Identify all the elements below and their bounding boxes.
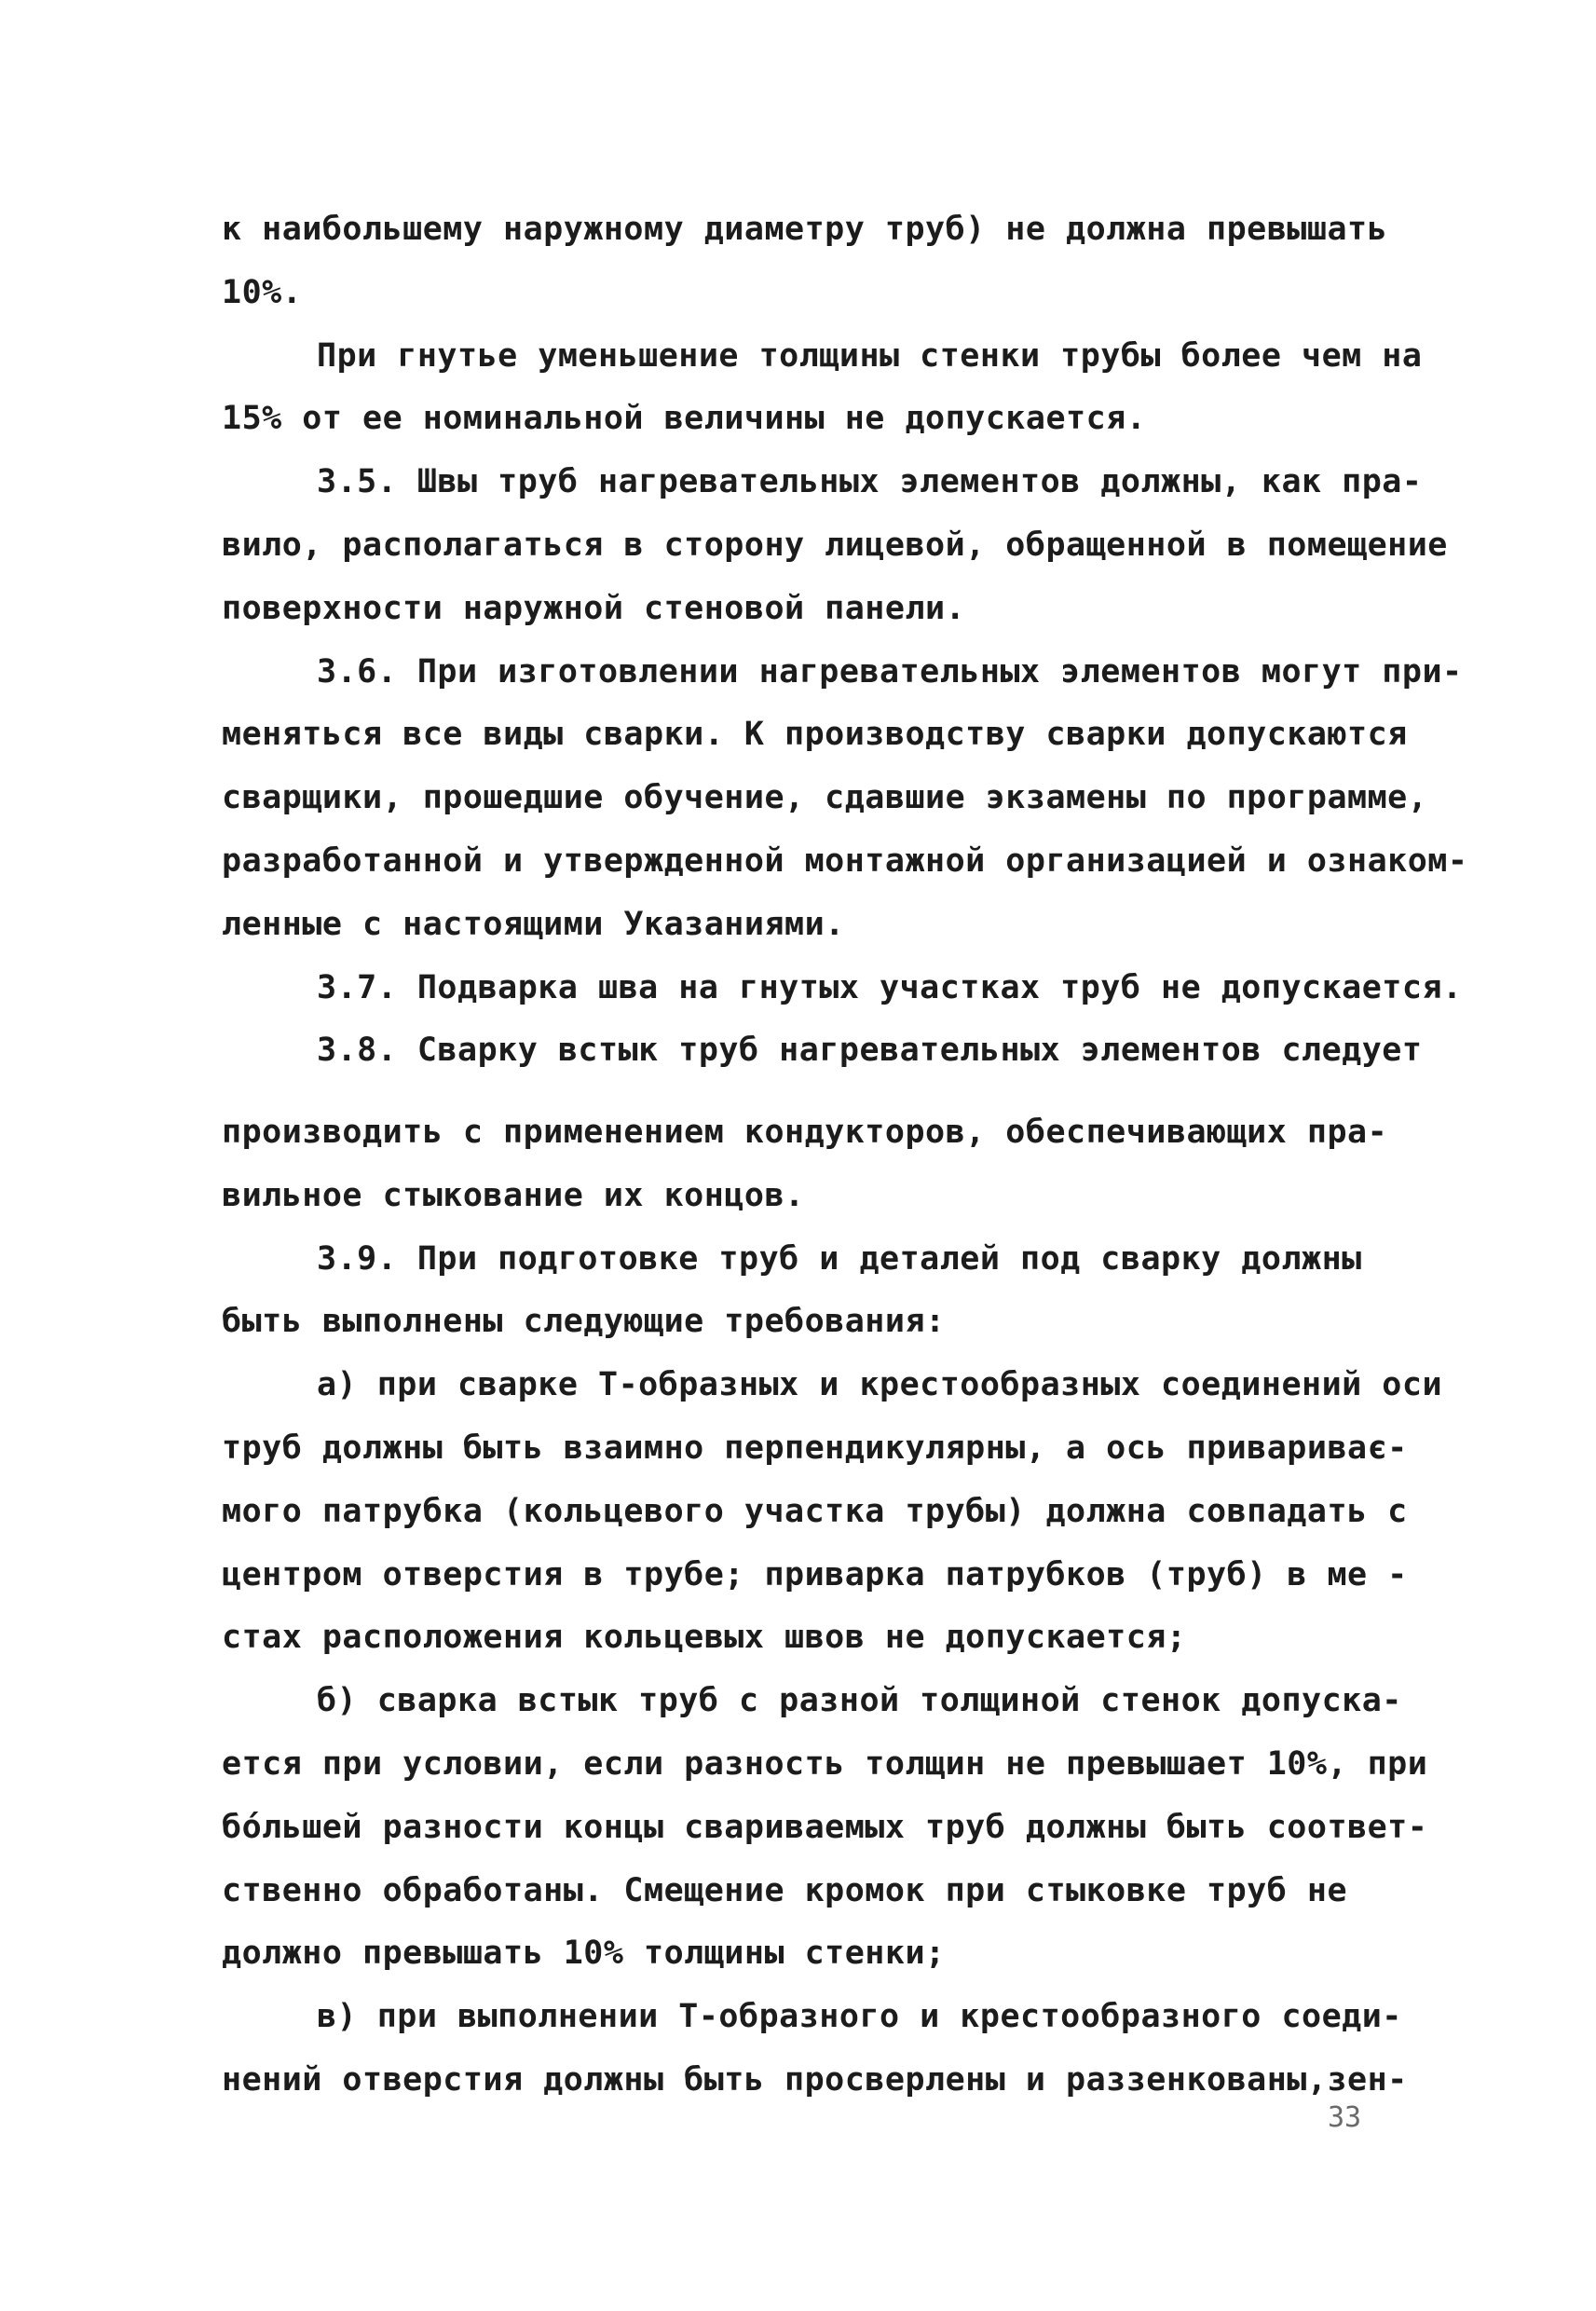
text-line: 3.6. При изготовлении нагревательных элементов могут при- bbox=[317, 653, 1463, 691]
text-line: ленные с настоящими Указаниями. bbox=[222, 906, 845, 943]
text-line: разработанной и утвержденной монтажной организацией и ознаком- bbox=[222, 842, 1468, 880]
text-line: 3.5. Швы труб нагревательных элементов должны, как пра- bbox=[317, 463, 1423, 500]
text-line: 10%. bbox=[222, 274, 303, 311]
text-line: производить с применением кондукторов, обеспечивающих пра- bbox=[222, 1114, 1388, 1151]
text-line: ется при условии, если разность толщин не превышает 10%, при bbox=[222, 1745, 1428, 1783]
text-line: должно превышать 10% толщины стенки; bbox=[222, 1935, 946, 1972]
text-line: нений отверстия должны быть просверлены и раззенкованы,зен- bbox=[222, 2061, 1408, 2099]
text-line: б) сварка встык труб с разной толщиной стенок допуска- bbox=[317, 1682, 1402, 1719]
text-line: к наибольшему наружному диаметру труб) не должна превышать bbox=[222, 211, 1388, 248]
text-line: меняться все виды сварки. К производству сварки допускаются bbox=[222, 716, 1408, 753]
text-line: центром отверстия в трубе; приварка патрубков (труб) в ме - bbox=[222, 1556, 1408, 1593]
text-line: мого патрубка (кольцевого участка трубы) должна совпадать с bbox=[222, 1493, 1408, 1530]
page-number: 33 bbox=[1328, 2101, 1362, 2134]
text-line: сварщики, прошедшие обучение, сдавшие экзамены по программе, bbox=[222, 779, 1428, 816]
text-line: ственно обработаны. Смещение кромок при стыковке труб не bbox=[222, 1872, 1348, 1909]
text-line: При гнутье уменьшение толщины стенки трубы более чем на bbox=[317, 337, 1423, 375]
text-line: поверхности наружной стеновой панели. bbox=[222, 590, 966, 627]
text-line: 15% от ее номинальной величины не допускается. bbox=[222, 400, 1147, 437]
text-line: 3.9. При подготовке труб и деталей под сварку должны bbox=[317, 1240, 1362, 1278]
text-line: быть выполнены следующие требования: bbox=[222, 1303, 946, 1340]
text-line: стах расположения кольцевых швов не допускается; bbox=[222, 1619, 1187, 1656]
text-line: вило, располагаться в сторону лицевой, обращенной в помещение bbox=[222, 526, 1448, 564]
text-line: а) при сварке Т-образных и крестообразных соединений оси bbox=[317, 1366, 1443, 1403]
text-line: вильное стыкование их концов. bbox=[222, 1177, 805, 1214]
text-line: в) при выполнении Т-образного и крестообразного соеди- bbox=[317, 1998, 1402, 2035]
text-line: бо́льшей разности концы свариваемых труб должны быть соответ- bbox=[222, 1809, 1428, 1846]
text-line: 3.7. Подварка шва на гнутых участках труб не допускается. bbox=[317, 969, 1463, 1006]
text-line: труб должны быть взаимно перпендикулярны, а ось привариває- bbox=[222, 1429, 1408, 1467]
text-line: 3.8. Сварку встык труб нагревательных элементов следует bbox=[317, 1032, 1423, 1069]
